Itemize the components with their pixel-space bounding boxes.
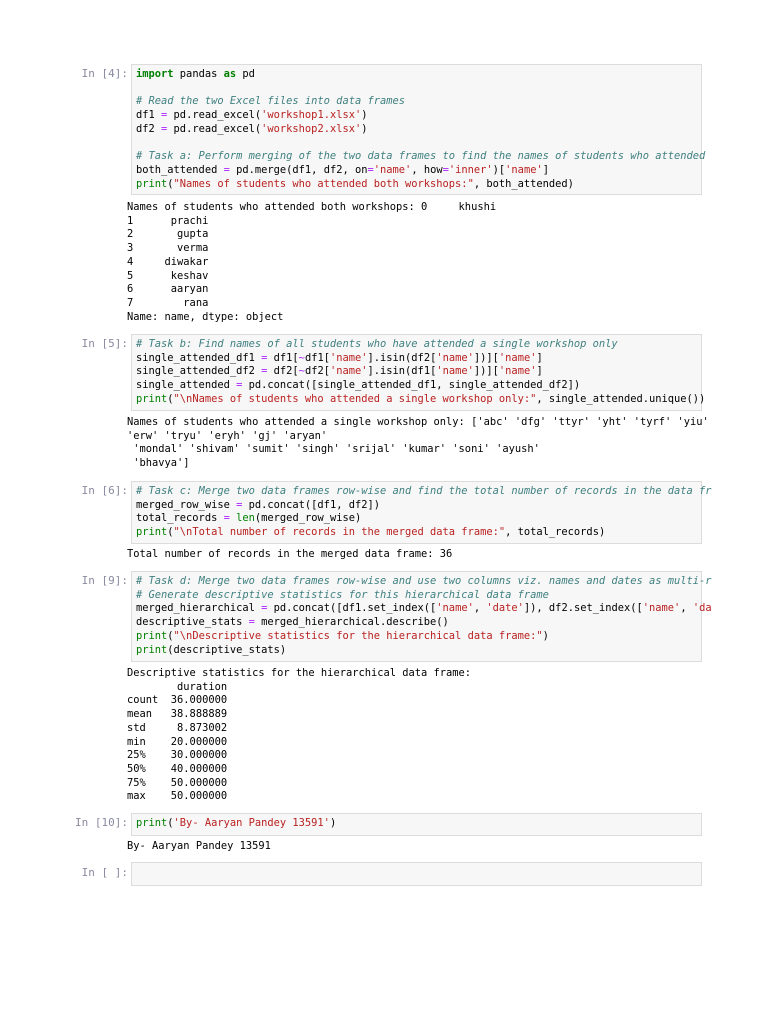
- builtin-token: len: [236, 512, 255, 525]
- builtin-token: print: [136, 392, 168, 405]
- code-token: df2[: [267, 365, 299, 378]
- code-token: pd.concat([df1.set_index([: [267, 602, 437, 615]
- code-input[interactable]: [131, 571, 712, 662]
- code-text: [132, 482, 712, 543]
- code-token: df1: [136, 109, 162, 122]
- code-token: df1[: [267, 351, 299, 364]
- cell-output: [127, 667, 702, 804]
- code-text: [132, 335, 706, 410]
- code-token: merged_hierarchical: [136, 602, 262, 615]
- code-token: pandas: [173, 68, 224, 80]
- code-text: [132, 814, 701, 834]
- operator-token: =: [442, 163, 449, 176]
- string-token: "\nDescriptive statistics for the hierarchical data frame:": [173, 629, 543, 642]
- output-line: 'mondal' 'shivam' 'sumit' 'singh' 'srijal' 'kumar' 'soni' 'ayush': [127, 443, 540, 456]
- code-token: ): [361, 109, 368, 122]
- operator-token: =: [223, 512, 230, 525]
- code-token: , both_attended): [473, 177, 574, 190]
- cell-output: [127, 840, 702, 854]
- string-token: 'workshop1.xlsx': [261, 109, 362, 122]
- code-token: (descriptive_stats): [167, 643, 287, 656]
- code-token: pd.concat([df1, df2]): [242, 498, 380, 511]
- code-token: ,: [680, 602, 693, 615]
- operator-token: =: [261, 602, 268, 615]
- keyword-token: as: [223, 68, 237, 80]
- code-token: (merged_row_wise): [254, 512, 362, 525]
- string-token: 'name': [373, 163, 412, 176]
- string-token: 'inner': [448, 163, 493, 176]
- operator-token: ~: [298, 351, 305, 364]
- code-token: total_records: [136, 512, 224, 525]
- string-token: 'name': [329, 365, 368, 378]
- code-input[interactable]: [131, 334, 706, 411]
- builtin-token: print: [136, 643, 168, 656]
- operator-token: =: [261, 351, 268, 364]
- output-text: [127, 201, 702, 324]
- code-token: pd.merge(df1, df2, on: [229, 163, 368, 176]
- code-token: (: [167, 392, 174, 405]
- code-token: (: [167, 817, 174, 829]
- output-line: 50% 40.000000: [127, 762, 228, 775]
- operator-token: =: [236, 498, 243, 511]
- code-token: ): [329, 817, 337, 829]
- code-token: ): [542, 629, 549, 642]
- string-token: 'By- Aaryan Pandey 13591': [173, 817, 330, 829]
- cell-output: [127, 201, 702, 324]
- operator-token: =: [161, 122, 168, 135]
- cell-output: [127, 416, 709, 471]
- code-token: pd.read_excel(: [167, 122, 262, 135]
- output-line: 2 gupta: [127, 228, 209, 241]
- string-token: "\nNames of students who attended a single workshop only:": [173, 392, 537, 405]
- input-prompt: In [6]:: [81, 484, 128, 497]
- code-input[interactable]: [131, 481, 712, 544]
- string-token: 'name': [505, 163, 543, 176]
- cell-output: [127, 548, 702, 562]
- output-line: 'erw' 'tryu' 'eryh' 'gj' 'aryan': [127, 429, 328, 442]
- comment-token: # Read the two Excel files into data frames: [136, 95, 405, 108]
- output-text: [127, 416, 709, 471]
- code-token: merged_hierarchical.describe(): [254, 616, 449, 629]
- string-token: 'name': [642, 602, 681, 615]
- code-token: ].isin(df2[: [367, 351, 437, 364]
- code-text: [132, 863, 701, 883]
- comment-token: # Task a: Perform merging of the two data frames to find the names of students who attended: [136, 150, 706, 163]
- code-token: single_attended_df2: [136, 365, 262, 378]
- input-prompt: In [4]:: [81, 67, 128, 80]
- comment-token: # Generate descriptive statistics for this hierarchical data frame: [136, 588, 549, 601]
- comment-token: # Task c: Merge two data frames row-wise and find the total number of records in the data fr: [136, 485, 712, 497]
- input-prompt: In [ ]:: [81, 866, 128, 879]
- output-line: 75% 50.000000: [127, 776, 228, 789]
- code-token: pd: [236, 68, 255, 80]
- output-line: count 36.000000: [127, 694, 228, 707]
- code-token: , how: [411, 163, 443, 176]
- code-token: ]: [536, 365, 543, 378]
- code-token: (: [167, 629, 174, 642]
- output-line: 7 rana: [127, 296, 209, 309]
- string-token: 'workshop2.xlsx': [261, 122, 362, 135]
- code-token: merged_row_wise: [136, 498, 237, 511]
- operator-token: =: [161, 109, 168, 122]
- output-line: Total number of records in the merged data frame: 36: [127, 548, 453, 560]
- code-text: [132, 572, 712, 660]
- comment-token: # Task d: Merge two data frames row-wise and use two columns viz. names and dates as multi-r: [136, 575, 712, 587]
- operator-token: ~: [298, 365, 305, 378]
- code-token: ])][: [473, 351, 499, 364]
- code-token: pd.read_excel(: [167, 109, 262, 122]
- code-text: [132, 65, 706, 194]
- operator-token: =: [236, 379, 243, 392]
- string-token: 'name': [498, 365, 537, 378]
- string-token: 'da: [692, 602, 712, 615]
- code-token: ]), df2.set_index([: [523, 602, 643, 615]
- output-line: 4 diwakar: [127, 255, 209, 268]
- output-text: [127, 548, 702, 562]
- output-line: Name: name, dtype: object: [127, 310, 284, 323]
- output-line: 25% 30.000000: [127, 749, 228, 762]
- code-token: (: [167, 177, 174, 190]
- operator-token: =: [367, 163, 374, 176]
- operator-token: =: [248, 616, 255, 629]
- code-token: df2[: [304, 365, 330, 378]
- builtin-token: print: [136, 817, 168, 829]
- code-token: ): [361, 122, 368, 135]
- code-token: (: [167, 526, 174, 539]
- output-line: By- Aaryan Pandey 13591: [127, 840, 271, 852]
- comment-token: # Task b: Find names of all students who have attended a single workshop only: [136, 338, 618, 350]
- code-input[interactable]: [131, 813, 702, 836]
- output-line: 5 keshav: [127, 269, 209, 282]
- output-text: [127, 667, 702, 804]
- output-line: 6 aaryan: [127, 283, 209, 296]
- code-input[interactable]: [131, 64, 706, 195]
- string-token: 'name': [498, 351, 537, 364]
- code-token: ]: [536, 351, 543, 364]
- output-line: Names of students who attended a single workshop only: ['abc' 'dfg' 'ttyr' 'yht' 'tyrf' 'yiu': [127, 416, 709, 428]
- output-line: 3 verma: [127, 242, 209, 255]
- string-token: 'name': [329, 351, 368, 364]
- code-token: ,: [473, 602, 487, 615]
- code-token: df2: [136, 122, 162, 135]
- string-token: "Names of students who attended both workshops:": [173, 177, 474, 190]
- code-token: , total_records): [505, 526, 606, 539]
- code-token: descriptive_stats: [136, 616, 249, 629]
- output-line: 'bhavya']: [127, 457, 190, 470]
- code-input[interactable]: [131, 862, 702, 886]
- builtin-token: print: [136, 177, 168, 190]
- code-token: )[: [492, 163, 506, 176]
- keyword-token: import: [136, 68, 174, 80]
- output-line: 1 prachi: [127, 214, 209, 227]
- string-token: 'date': [486, 602, 524, 615]
- input-prompt: In [5]:: [81, 337, 128, 350]
- string-token: 'name': [436, 365, 474, 378]
- string-token: "\nTotal number of records in the merged data frame:": [173, 526, 506, 539]
- builtin-token: print: [136, 629, 168, 642]
- code-token: both_attended: [136, 163, 224, 176]
- code-token: ]: [542, 163, 549, 176]
- code-token: ].isin(df1[: [367, 365, 437, 378]
- builtin-token: print: [136, 526, 168, 539]
- input-prompt: In [10]:: [75, 816, 128, 829]
- code-token: , single_attended.unique()): [536, 392, 706, 405]
- code-token: single_attended: [136, 379, 237, 392]
- string-token: 'name': [436, 602, 474, 615]
- output-text: [127, 840, 702, 854]
- output-line: Names of students who attended both workshops: 0 khushi: [127, 201, 497, 213]
- operator-token: =: [223, 163, 230, 176]
- string-token: 'name': [436, 351, 474, 364]
- output-line: Descriptive statistics for the hierarchical data frame:: [127, 667, 472, 679]
- output-line: max 50.000000: [127, 790, 228, 803]
- input-prompt: In [9]:: [81, 574, 128, 587]
- code-token: df1[: [304, 351, 330, 364]
- output-line: duration: [127, 680, 228, 693]
- output-line: std 8.873002: [127, 721, 228, 734]
- operator-token: =: [261, 365, 268, 378]
- code-token: pd.concat([single_attended_df1, single_attended_df2]): [242, 379, 581, 392]
- output-line: min 20.000000: [127, 735, 228, 748]
- output-line: mean 38.888889: [127, 708, 228, 721]
- code-token: ])][: [473, 365, 499, 378]
- code-token: single_attended_df1: [136, 351, 262, 364]
